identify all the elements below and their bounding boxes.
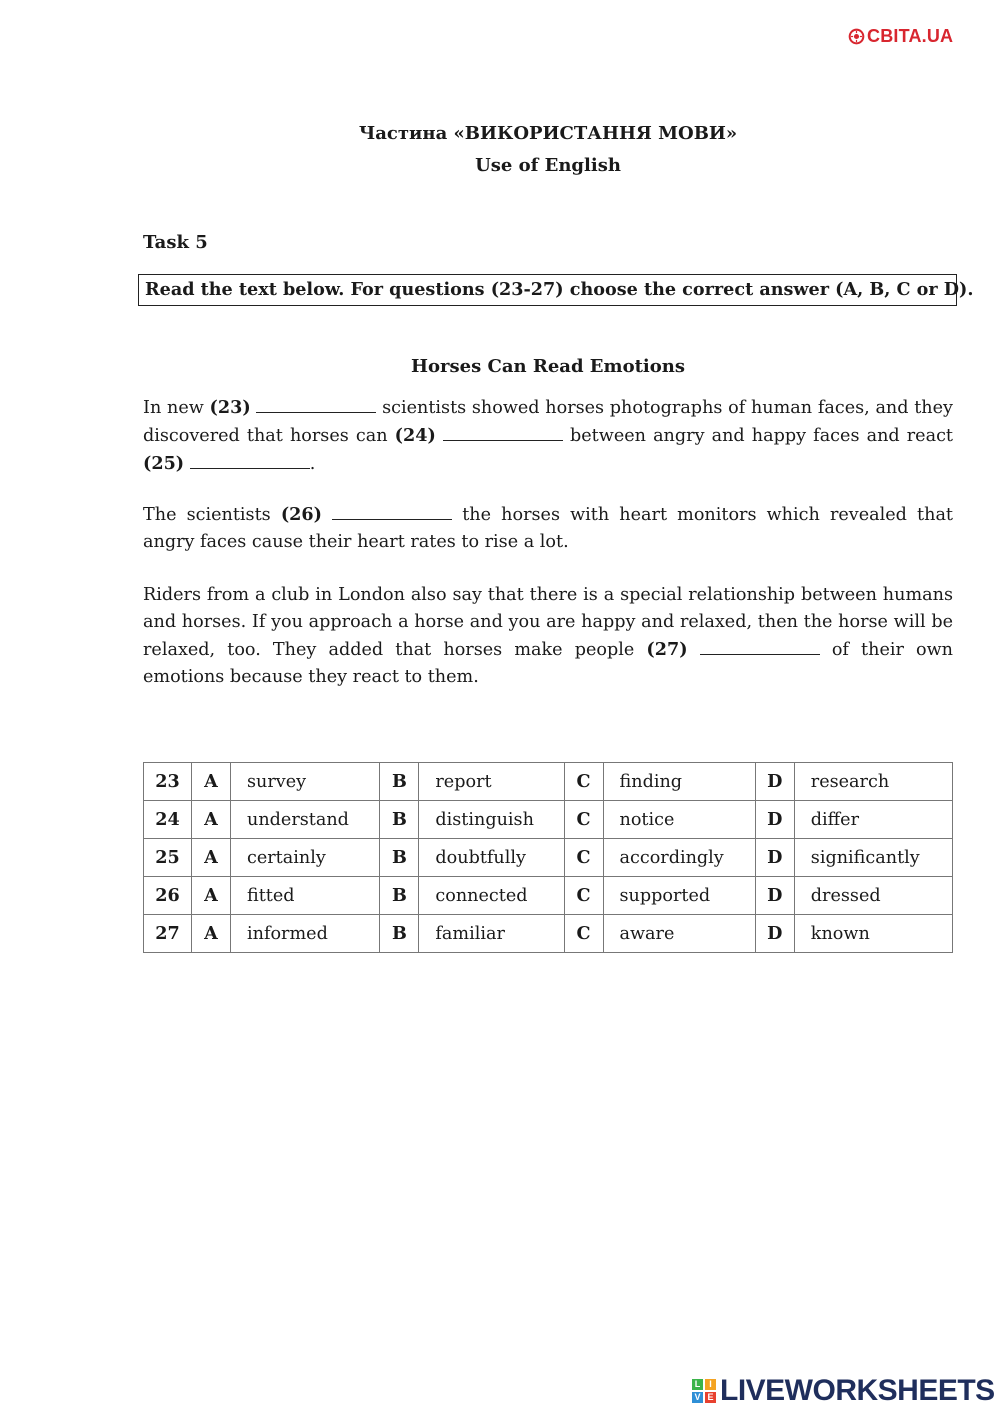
option-letter-d: D: [755, 877, 794, 915]
option-letter-a: A: [192, 839, 231, 877]
option-letter-b: B: [380, 763, 419, 801]
option-b[interactable]: distinguish: [419, 801, 564, 839]
option-letter-d: D: [755, 915, 794, 953]
table-row: [144, 839, 953, 877]
question-number: 25: [144, 839, 192, 877]
option-letter-c: C: [564, 839, 603, 877]
task-instruction: Read the text below. For questions (23-27) choose the correct answer (A, B, C or D).: [138, 274, 957, 306]
option-b[interactable]: doubtfully: [419, 839, 564, 877]
option-d[interactable]: research: [794, 763, 952, 801]
option-a[interactable]: fitted: [231, 877, 380, 915]
gap-label-24: (24): [394, 425, 436, 446]
option-a[interactable]: informed: [231, 915, 380, 953]
option-b[interactable]: report: [419, 763, 564, 801]
gap-label-25: (25): [143, 453, 185, 474]
liveworksheets-logo: [692, 1374, 995, 1408]
osvita-logo-text: CBITA.UA: [867, 26, 954, 46]
option-letter-c: C: [564, 915, 603, 953]
liveworksheets-logo-icon: [692, 1379, 716, 1403]
question-number: 23: [144, 763, 192, 801]
option-letter-b: B: [380, 877, 419, 915]
option-c[interactable]: accordingly: [603, 839, 755, 877]
option-letter-a: A: [192, 915, 231, 953]
option-b[interactable]: connected: [419, 877, 564, 915]
option-d[interactable]: differ: [794, 801, 952, 839]
section-title: Частина «ВИКОРИСТАННЯ МОВИ»: [358, 123, 738, 144]
question-number: 24: [144, 801, 192, 839]
question-number: 26: [144, 877, 192, 915]
paragraph-1: In new (23) scientists showed horses photographs of human faces, and they discovered that horses can (24) between angry and happy faces and react (25) .: [143, 397, 953, 474]
option-a[interactable]: certainly: [231, 839, 380, 877]
option-c[interactable]: notice: [603, 801, 755, 839]
option-b[interactable]: familiar: [419, 915, 564, 953]
option-letter-d: D: [755, 839, 794, 877]
task-label: Task 5: [143, 232, 208, 253]
gap-label-26: (26): [280, 504, 322, 525]
table-row: [144, 801, 953, 839]
option-letter-a: A: [192, 763, 231, 801]
logo-block: I: [705, 1379, 716, 1390]
option-letter-b: B: [380, 801, 419, 839]
paragraph-2: The scientists (26) the horses with heart monitors which revealed that angry faces cause their heart rates to rise a lot.: [143, 504, 953, 552]
logo-block: L: [692, 1379, 703, 1390]
answer-options-table: [143, 762, 953, 953]
option-a[interactable]: understand: [231, 801, 380, 839]
gap-label-27: (27): [646, 639, 688, 660]
option-a[interactable]: survey: [231, 763, 380, 801]
section-subtitle: Use of English: [475, 155, 621, 176]
option-letter-c: C: [564, 763, 603, 801]
gap-26[interactable]: [332, 505, 452, 520]
option-letter-b: B: [380, 915, 419, 953]
option-d[interactable]: known: [794, 915, 952, 953]
gap-24[interactable]: [443, 426, 563, 441]
option-letter-c: C: [564, 877, 603, 915]
option-c[interactable]: supported: [603, 877, 755, 915]
osvita-logo-icon: [848, 28, 865, 45]
option-letter-c: C: [564, 801, 603, 839]
table-row: [144, 763, 953, 801]
liveworksheets-logo-text: LIVEWORKSHEETS: [720, 1374, 995, 1407]
option-c[interactable]: finding: [603, 763, 755, 801]
option-letter-d: D: [755, 763, 794, 801]
table-row: [144, 877, 953, 915]
option-letter-d: D: [755, 801, 794, 839]
paragraph-3: Riders from a club in London also say that there is a special relationship between humans and horses. If you approach a horse and you are happy and relaxed, then the horse will be relaxed, too. They added that horses make people (27) of their own emotions because they react to them.: [143, 585, 954, 687]
option-d[interactable]: dressed: [794, 877, 952, 915]
text-title: Horses Can Read Emotions: [411, 356, 685, 377]
question-number: 27: [144, 915, 192, 953]
option-c[interactable]: aware: [603, 915, 755, 953]
option-letter-b: B: [380, 839, 419, 877]
option-letter-a: A: [192, 877, 231, 915]
gap-27[interactable]: [700, 640, 820, 655]
gap-23[interactable]: [256, 398, 376, 413]
option-d[interactable]: significantly: [794, 839, 952, 877]
logo-block: E: [705, 1392, 716, 1403]
osvita-logo: [848, 26, 953, 47]
gap-label-23: (23): [209, 397, 251, 418]
option-letter-a: A: [192, 801, 231, 839]
gap-25[interactable]: [190, 454, 310, 469]
logo-block: V: [692, 1392, 703, 1403]
table-row: [144, 915, 953, 953]
